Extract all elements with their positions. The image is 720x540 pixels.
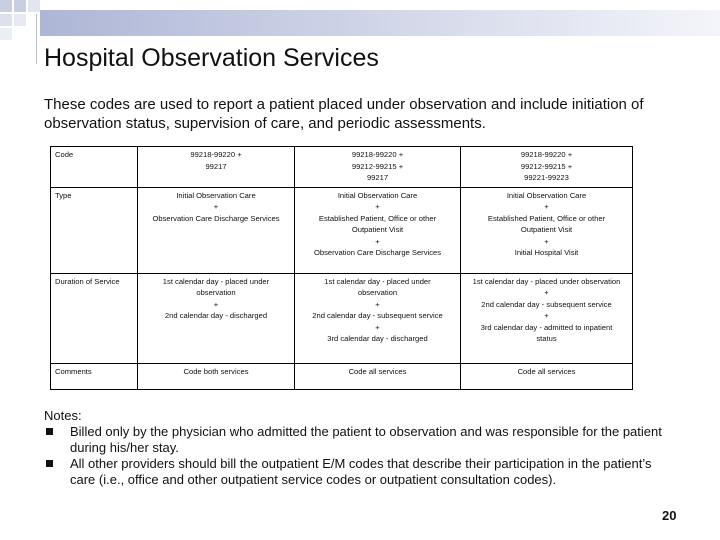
- header-divider-line: [36, 14, 37, 64]
- cell-line: +: [375, 322, 380, 332]
- cell-line: 3rd calendar day - discharged: [327, 334, 428, 343]
- row-label: Comments: [51, 363, 138, 389]
- table-cell: [461, 363, 633, 389]
- cell-line: Initial Observation Care: [506, 190, 587, 200]
- cell-line: Outpatient Visit: [351, 225, 404, 234]
- cell-line: 99217: [205, 161, 227, 171]
- cell-line: 2nd calendar day - subsequent service: [312, 311, 443, 320]
- cell-line: 99218-99220 +: [190, 150, 242, 159]
- cell-line: Initial Hospital Visit: [514, 248, 579, 257]
- table-row: [51, 273, 633, 363]
- table-row: [51, 147, 633, 188]
- cell-line: Initial Observation Care: [176, 190, 256, 200]
- cell-line: +: [213, 299, 219, 309]
- cell-line: Initial Observation Care: [337, 190, 418, 200]
- table-cell: [138, 187, 295, 273]
- cell-line: 99218-99220 +: [520, 150, 573, 159]
- row-label: Duration of Service: [51, 273, 138, 363]
- cell-line: 99212-99215 +: [351, 161, 404, 171]
- table-cell: [138, 147, 295, 188]
- note-item: [44, 424, 674, 456]
- table-row: [51, 187, 633, 273]
- corner-square: [0, 14, 12, 26]
- table-cell: [138, 273, 295, 363]
- slide-title: Hospital Observation Services: [44, 44, 379, 72]
- page-number: 20: [662, 508, 677, 523]
- cell-line: +: [544, 202, 549, 211]
- cell-line: 3rd calendar day - admitted to inpatient: [480, 322, 613, 332]
- cell-line: Observation Care Discharge Services: [313, 248, 442, 257]
- table-cell: [461, 147, 633, 188]
- intro-paragraph: These codes are used to report a patient placed under observation and include initiation of observation status, supervision of care, and periodic assessments.: [44, 96, 644, 132]
- table-cell: [295, 363, 461, 389]
- table-cell: [295, 273, 461, 363]
- cell-line: 2nd calendar day - discharged: [164, 311, 268, 320]
- square-bullet-icon: [46, 460, 53, 467]
- cell-line: +: [213, 202, 219, 211]
- cell-line: +: [375, 202, 380, 211]
- table-cell: [295, 187, 461, 273]
- cell-line: 1st calendar day - placed under: [324, 276, 431, 286]
- corner-square: [14, 0, 26, 12]
- notes-list: [44, 424, 674, 488]
- corner-square: [0, 28, 12, 40]
- cell-line: 2nd calendar day - subsequent service: [481, 299, 612, 309]
- note-text: Billed only by the physician who admitted the patient to observation and was responsible for the patient during his/her stay.: [70, 424, 662, 455]
- cell-line: +: [375, 299, 380, 309]
- cell-line: 99212-99215 +: [520, 161, 573, 171]
- cell-line: +: [544, 236, 549, 246]
- cell-line: 99217: [366, 173, 389, 182]
- corner-square: [0, 0, 12, 12]
- cell-line: observation: [196, 288, 236, 297]
- table-cell: [461, 273, 633, 363]
- cell-line: observation: [357, 288, 398, 297]
- table-row: [51, 363, 633, 389]
- cell-line: +: [544, 288, 549, 297]
- cell-line: +: [375, 236, 380, 246]
- table-cell: [295, 147, 461, 188]
- cell-line: Code all services: [517, 366, 576, 376]
- square-bullet-icon: [46, 428, 53, 435]
- header-gradient-bar: [40, 10, 720, 36]
- cell-line: 99218-99220 +: [351, 150, 404, 159]
- observation-codes-table: [50, 146, 633, 390]
- cell-line: Established Patient, Office or other: [487, 213, 606, 223]
- cell-line: 1st calendar day - placed under: [162, 276, 270, 286]
- cell-line: Outpatient Visit: [520, 225, 573, 234]
- cell-line: 1st calendar day - placed under observation: [472, 276, 621, 286]
- cell-line: Established Patient, Office or other: [318, 213, 437, 223]
- table-cell: [138, 363, 295, 389]
- corner-square: [14, 14, 26, 26]
- cell-line: status: [536, 334, 557, 343]
- notes-heading: Notes:: [44, 408, 82, 423]
- note-item: [44, 456, 674, 488]
- cell-line: 99221-99223: [524, 173, 569, 182]
- notes-section: [44, 408, 674, 488]
- corner-square: [28, 0, 40, 12]
- cell-line: +: [544, 311, 549, 320]
- row-label: Code: [51, 147, 138, 188]
- note-text: All other providers should bill the outpatient E/M codes that describe their participation in the patient’s care (i.e., office and other outpatient service codes or outpatient consultation codes).: [70, 456, 652, 487]
- row-label: Type: [51, 187, 138, 273]
- cell-line: Code all services: [348, 366, 407, 376]
- cell-line: Code both services: [183, 366, 249, 376]
- cell-line: Observation Care Discharge Services: [152, 213, 280, 223]
- table-cell: [461, 187, 633, 273]
